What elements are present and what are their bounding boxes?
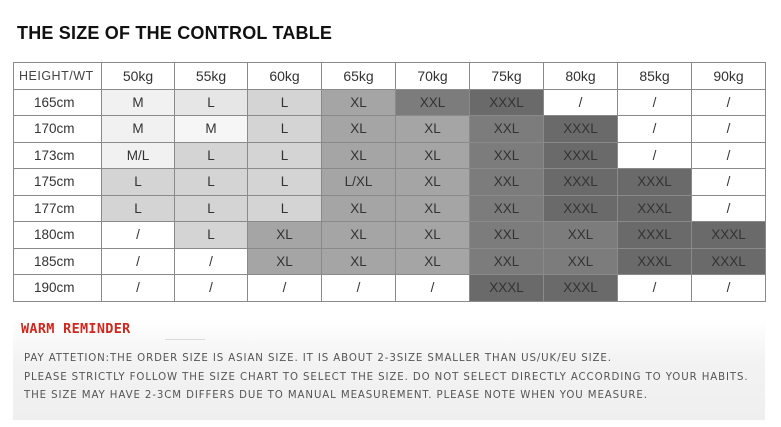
size-table — [13, 62, 766, 302]
size-cell: / — [175, 275, 248, 302]
size-cell: XL — [396, 142, 470, 169]
page-title: THE SIZE OF THE CONTROL TABLE — [17, 23, 333, 43]
size-cell: XXL — [396, 89, 470, 116]
size-cell: / — [692, 116, 766, 143]
size-cell: XL — [248, 222, 322, 249]
size-cell: / — [618, 89, 692, 116]
size-cell: / — [618, 142, 692, 169]
height-label: 185cm — [14, 248, 102, 275]
size-cell: XXXL — [544, 142, 618, 169]
table-row — [14, 116, 766, 143]
size-cell: M/L — [102, 142, 175, 169]
size-cell: / — [102, 222, 175, 249]
size-cell: XXXL — [544, 169, 618, 196]
size-cell: / — [692, 195, 766, 222]
height-label: 170cm — [14, 116, 102, 143]
size-cell: XL — [322, 142, 396, 169]
height-label: 190cm — [14, 275, 102, 302]
size-cell: / — [544, 89, 618, 116]
size-cell: XXL — [544, 222, 618, 249]
size-cell: L — [102, 169, 175, 196]
size-cell: XXXL — [544, 195, 618, 222]
reminder-title: WARM REMINDER — [21, 321, 131, 337]
size-cell: M — [102, 116, 175, 143]
size-cell: / — [102, 275, 175, 302]
size-cell: XXXL — [470, 275, 544, 302]
size-cell: M — [175, 116, 248, 143]
table-row — [14, 248, 766, 275]
size-cell: / — [692, 89, 766, 116]
size-cell: L — [175, 142, 248, 169]
size-cell: XL — [396, 222, 470, 249]
weight-header: 65kg — [322, 63, 396, 90]
size-cell: XXXL — [618, 248, 692, 275]
size-cell: XL — [322, 116, 396, 143]
table-row — [14, 169, 766, 196]
size-cell: XXXL — [692, 222, 766, 249]
height-label: 175cm — [14, 169, 102, 196]
size-cell: XL — [322, 222, 396, 249]
size-cell: L — [248, 195, 322, 222]
size-cell: / — [248, 275, 322, 302]
size-cell: / — [618, 116, 692, 143]
size-cell: / — [322, 275, 396, 302]
height-label: 173cm — [14, 142, 102, 169]
weight-header: 80kg — [544, 63, 618, 90]
size-cell: XXL — [544, 248, 618, 275]
size-cell: XL — [248, 248, 322, 275]
table-row — [14, 89, 766, 116]
weight-header: 70kg — [396, 63, 470, 90]
size-cell: L/XL — [322, 169, 396, 196]
size-cell: / — [618, 275, 692, 302]
size-cell: XL — [396, 195, 470, 222]
size-cell: / — [692, 169, 766, 196]
weight-header: 55kg — [175, 63, 248, 90]
size-cell: L — [175, 89, 248, 116]
size-cell: XXL — [470, 169, 544, 196]
size-cell: M — [102, 89, 175, 116]
table-row — [14, 195, 766, 222]
size-cell: / — [175, 248, 248, 275]
size-cell: L — [175, 195, 248, 222]
size-cell: XL — [322, 195, 396, 222]
size-cell: XXXL — [618, 222, 692, 249]
size-cell: XXXL — [470, 89, 544, 116]
size-cell: L — [248, 169, 322, 196]
size-cell: XXXL — [692, 248, 766, 275]
size-cell: XXL — [470, 116, 544, 143]
table-row — [14, 222, 766, 249]
size-cell: XXL — [470, 195, 544, 222]
size-cell: XL — [396, 248, 470, 275]
height-label: 180cm — [14, 222, 102, 249]
size-cell: XXL — [470, 142, 544, 169]
size-cell: / — [692, 142, 766, 169]
size-cell: L — [248, 116, 322, 143]
size-cell: XL — [396, 169, 470, 196]
size-cell: XXL — [470, 222, 544, 249]
size-cell: L — [102, 195, 175, 222]
height-label: 177cm — [14, 195, 102, 222]
weight-header: 50kg — [102, 63, 175, 90]
reminder-line-3: THE SIZE MAY HAVE 2-3CM DIFFERS DUE TO MANUAL MEASUREMENT. PLEASE NOTE WHEN YOU MEASURE. — [24, 390, 648, 401]
size-cell: L — [248, 142, 322, 169]
size-cell: / — [396, 275, 470, 302]
weight-header: 75kg — [470, 63, 544, 90]
weight-header: 60kg — [248, 63, 322, 90]
reminder-line-1: PAY ATTETION:THE ORDER SIZE IS ASIAN SIZE. IT IS ABOUT 2-3SIZE SMALLER THAN US/UK/EU SIZE. — [24, 353, 612, 364]
weight-header: 90kg — [692, 63, 766, 90]
size-cell: XXXL — [618, 169, 692, 196]
size-cell: L — [175, 169, 248, 196]
size-cell: XXXL — [544, 116, 618, 143]
size-cell: XL — [396, 116, 470, 143]
header-row — [14, 63, 766, 90]
size-cell: L — [175, 222, 248, 249]
corner-label: HEIGHT/WT — [14, 63, 102, 90]
size-cell: XXL — [470, 248, 544, 275]
size-table-body — [14, 89, 766, 301]
height-label: 165cm — [14, 89, 102, 116]
weight-header: 85kg — [618, 63, 692, 90]
size-cell: / — [102, 248, 175, 275]
size-cell: / — [692, 275, 766, 302]
reminder-divider — [165, 339, 205, 340]
table-row — [14, 275, 766, 302]
size-cell: XL — [322, 248, 396, 275]
size-cell: XL — [322, 89, 396, 116]
table-row — [14, 142, 766, 169]
reminder-line-2: PLEASE STRICTLY FOLLOW THE SIZE CHART TO SELECT THE SIZE. DO NOT SELECT DIRECTLY ACCORDING TO YOUR HABITS. — [24, 372, 749, 383]
size-cell: XXXL — [544, 275, 618, 302]
size-cell: XXXL — [618, 195, 692, 222]
size-cell: L — [248, 89, 322, 116]
